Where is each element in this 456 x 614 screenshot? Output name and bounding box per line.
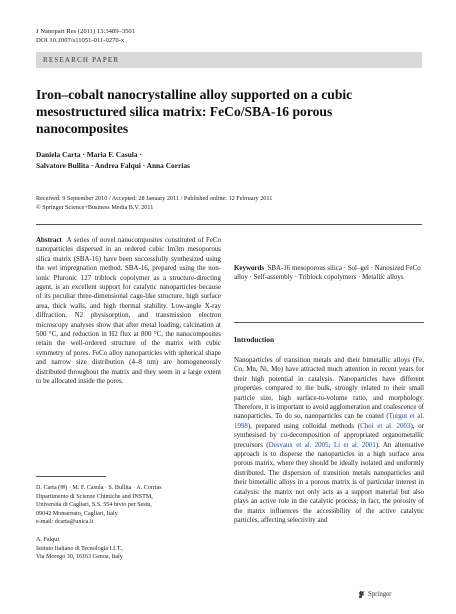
affiliation-line: Dipartimento di Scienze Chimiche and INSTM, (36, 493, 153, 500)
affiliation-line: Via Morego 30, 16163 Genoa, Italy (36, 554, 123, 561)
article-type-banner (36, 52, 422, 68)
author-line[interactable]: Daniela Carta · Maria F. Casula · (36, 150, 142, 159)
body-text: ), prepared using colloidal methods ( (247, 421, 361, 430)
introduction-body (234, 356, 424, 525)
keywords-divider (234, 322, 424, 323)
citation-link[interactable]: Desvaux et al. 2005 (268, 440, 329, 449)
citation-link[interactable]: Choi et al. 2003 (360, 421, 411, 430)
section-heading-introduction: Introduction (234, 335, 275, 344)
affiliation-line: Università di Cagliari, S.S. 554 bivio per Sestu, (36, 502, 152, 509)
publisher-logo (357, 590, 391, 599)
affiliation-authors: A. Falqui (36, 536, 60, 543)
affiliation-line: 09042 Monserrato, Cagliari, Italy (36, 510, 118, 517)
paper-title (36, 86, 422, 137)
abstract-text: A series of novel nanocomposites constituted of FeCo nanoparticles dispersed in an ordered cubic Im3m mesoporous silica matrix (SBA-16) have been successfully synthesized using the wet impregnation method. SBA-16, prepared using the non-ionic Pluronic 127 triblock copolymer as a structure-directing agent, is an excellent support for catalytic nanoparticles because of its peculiar three-dimensional cage-like structure, high surface area, thick walls, and high thermal stability. Low-angle X-ray diffraction, N2 physisorption, and transmission electron microscopy analyses show that after metal loading, calcination at 500 °C, and reduction in H2 flux at 800 °C, the nanocomposites retain the well-ordered structure of the matrix with cubic symmetry of pores. FeCo alloy nanoparticles with spherical shape and narrow size distribution (4–8 nm) are homogeneously distributed throughout the matrix and they seem in a large extent to be allocated inside the pores. (36, 236, 222, 386)
keywords (234, 264, 424, 283)
springer-horse-icon (357, 590, 366, 599)
affiliations (36, 484, 226, 562)
section-divider (36, 224, 422, 225)
body-text: ). An alternative approach is to disperse the nanoparticles in a high surface area porous matrix, where they should be ideally isolated and uniformly distributed. The dispersion of transition metals nanoparticles and their bimetallic alloys in a porous matrix is of particular interest in catalysis: the matrix not only acts as a support material but also plays an active role in the catalytic process; in fact, the porosity of the matrix influences the accessibility of the active catalytic particles, affecting selectivity and (234, 440, 424, 524)
author-line[interactable]: Salvatore Bullita · Andrea Falqui · Anna Corrias (36, 160, 190, 170)
affiliation-authors: D. Carta (✉) · M. F. Casula · S. Bullita · A. Corrias (36, 485, 162, 491)
affiliation-line: Istituto Italiano di Tecnologia I.I.T., (36, 545, 124, 552)
contact-email[interactable]: e-mail: dcarta@unica.it (36, 519, 94, 526)
body-text: ; (328, 440, 334, 449)
abstract-label: Abstract (36, 236, 62, 244)
footnote-divider (36, 476, 106, 477)
title-line: mesostructured silica matrix: FeCo/SBA-16 porous (36, 104, 333, 119)
body-text: Nanoparticles of transition metals and their bimetallic alloys (Fe, Co, Mn, Ni, Mo) have attracted much attention in recent years for their high potential in catalysis. Nanoparticles have different properties compared to the bulk, strongly related to their small particle size, high surface-to-volume ratio, and morphology. Therefore, it is important to avoid agglomeration and coalescence of nanoparticles. To do so, nanoparticles can be coated ( (234, 356, 424, 421)
doi[interactable]: DOI 10.1007/s11051-011-0270-x (36, 37, 125, 44)
title-line: Iron–cobalt nanocrystalline alloy supported on a cubic (36, 87, 353, 102)
journal-citation: J Nanopart Res (2011) 13:3489–3501 (36, 28, 136, 35)
citation-link[interactable]: Li et al. 2001 (333, 440, 376, 449)
journal-header (36, 27, 135, 45)
author-list (36, 150, 336, 171)
citation-link[interactable]: Turgut et al. 1998 (234, 412, 425, 430)
body-text: ), or synthesised by co-decomposition of appropriated organometallic precursors ( (234, 421, 425, 449)
publication-dates (36, 194, 422, 213)
abstract (36, 236, 221, 387)
keywords-label: Keywords (234, 264, 265, 272)
history-dates: Received: 9 September 2010 / Accepted: 28 January 2011 / Published online: 12 February 2011 (36, 195, 273, 202)
title-line: nanocomposites (36, 121, 129, 136)
keywords-text: SBA-16 mesoporous silica · Sol–gel · Nanosized FeCo alloy · Self-assembly · Triblock copolymers · Metallic alloys (234, 264, 421, 282)
article-type-label: RESEARCH PAPER (43, 56, 120, 64)
copyright-notice: © Springer Science+Business Media B.V. 2011 (36, 204, 154, 212)
publisher-name: Springer (368, 591, 392, 598)
